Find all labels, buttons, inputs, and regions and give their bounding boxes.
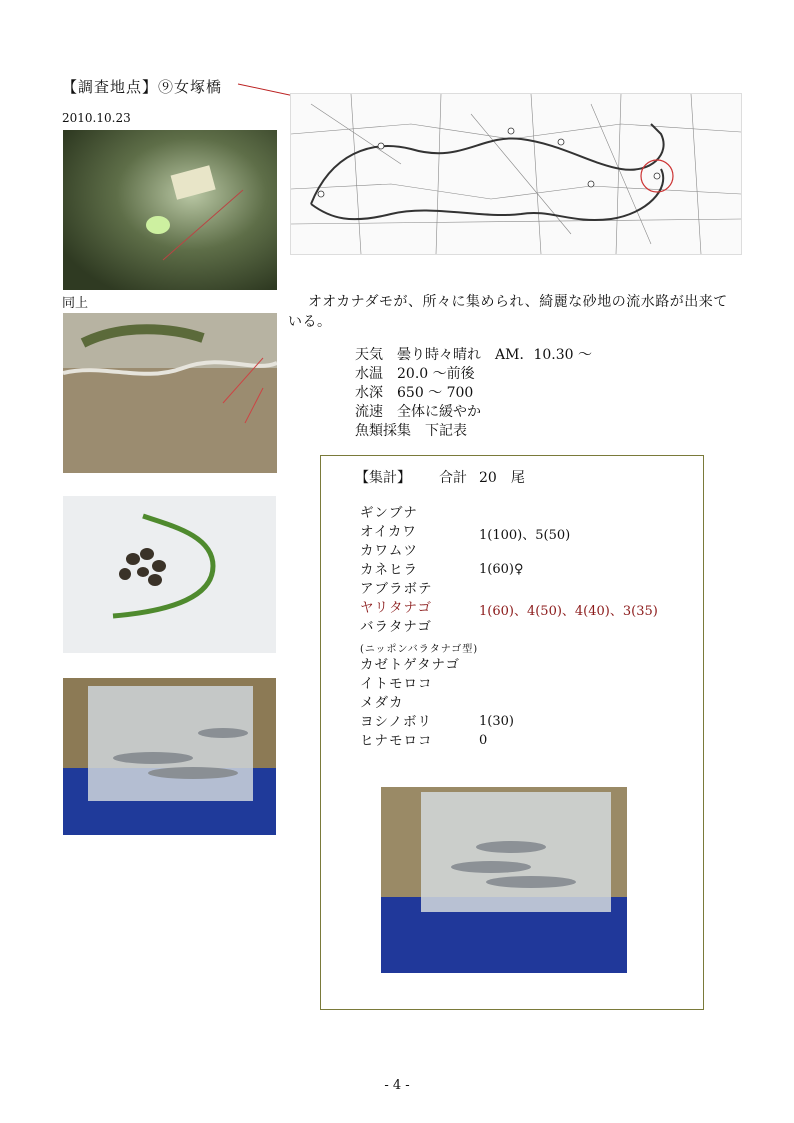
fish-name: ヨシノボリ: [360, 714, 432, 730]
fish-name: イトモロコ: [360, 676, 433, 692]
fish-count: 1(100)、5(50): [479, 528, 571, 543]
fish-name-highlight: ヤリタナゴ: [360, 600, 432, 616]
location-map: [290, 93, 742, 255]
page-number: - 4 -: [384, 1078, 410, 1093]
condition-water-temp: 水温 20.0 ～前後: [355, 366, 475, 382]
fish-container-photo-2: [381, 787, 627, 973]
condition-depth: 水深 650 ～ 700: [355, 385, 474, 401]
photo-caption: 同上: [62, 296, 89, 311]
fish-count: 1(30): [479, 714, 514, 729]
fish-count: 1(60)♀: [479, 562, 524, 577]
condition-collection: 魚類採集 下記表: [355, 423, 467, 439]
site-description: オオカナダモが、所々に集められ、綺麗な砂地の流水路が出来ている。: [288, 294, 728, 330]
condition-weather: 天気 曇り時々晴れ AM．10.30 ～: [355, 347, 592, 363]
fish-name: バラタナゴ: [360, 619, 432, 635]
fish-name: メダカ: [360, 695, 404, 711]
survey-date: 2010.10.23: [62, 111, 131, 125]
fish-name-note: (ニッポンバラタナゴ型): [360, 644, 479, 655]
fish-name: ギンブナ: [360, 505, 418, 521]
fish-count-highlight: 1(60)、4(50)、4(40)、3(35): [479, 604, 658, 619]
specimen-photo: [63, 496, 276, 653]
fish-name: カゼトゲタナゴ: [360, 657, 461, 673]
fish-container-photo-1: [63, 678, 276, 835]
water-photo: [63, 313, 277, 473]
fish-name: ヒナモロコ: [360, 733, 433, 749]
fish-name: カネヒラ: [360, 562, 418, 578]
underwater-photo: [63, 130, 277, 290]
page-heading: 【調査地点】⑨女塚橋: [62, 78, 223, 96]
fish-count: 0: [479, 733, 488, 748]
condition-current: 流速 全体に緩やか: [355, 404, 481, 420]
fish-name: カワムツ: [360, 543, 418, 559]
tally-total: 【集計】 合計 20 尾: [355, 470, 525, 486]
fish-name: アブラボテ: [360, 581, 433, 597]
fish-name: オイカワ: [360, 524, 417, 540]
